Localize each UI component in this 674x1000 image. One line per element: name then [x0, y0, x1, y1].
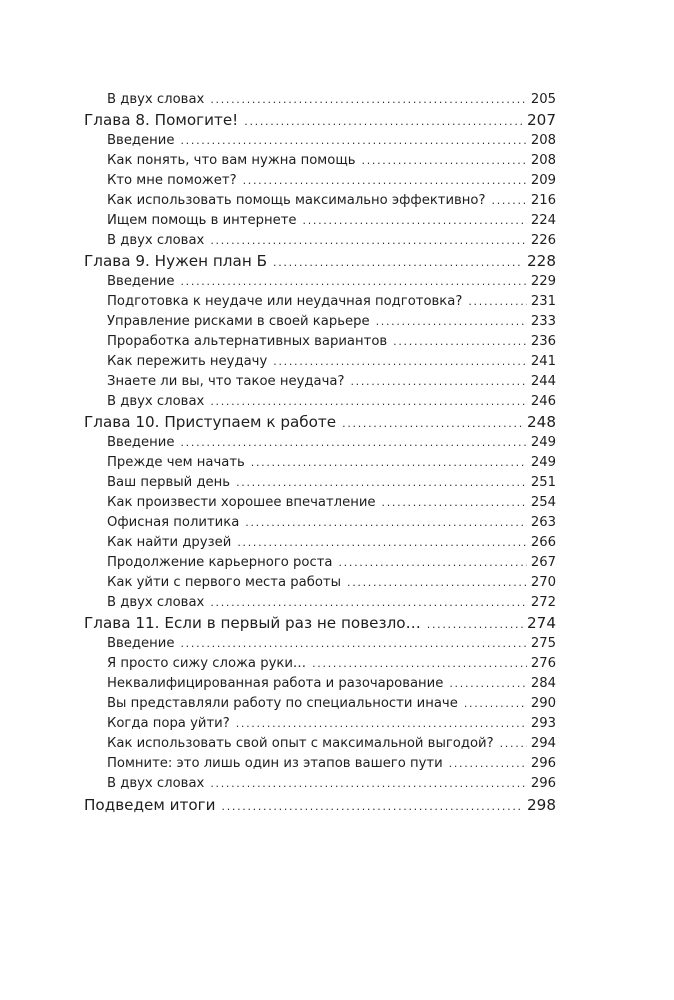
toc-entry	[107, 314, 556, 329]
toc-entry-title: В двух словах	[107, 92, 205, 107]
toc-chapter-title: Подведем итоги	[84, 796, 216, 814]
dot-leader	[382, 495, 527, 510]
dot-leader	[245, 515, 527, 530]
toc-entry-page: 251	[530, 475, 556, 490]
toc-entry-title: Ваш первый день	[107, 475, 231, 490]
toc-entry	[107, 92, 556, 107]
dot-leader	[237, 535, 527, 550]
toc-entry-page: 276	[530, 656, 556, 671]
toc-entry-title: Как использовать свой опыт с максимальной выгодой?	[107, 736, 494, 751]
toc-chapter	[84, 111, 556, 129]
toc-entry	[107, 756, 556, 771]
toc-entry	[107, 374, 556, 389]
toc-chapter	[84, 252, 556, 270]
dot-leader	[449, 756, 527, 771]
dot-leader	[180, 274, 526, 289]
toc-entry	[107, 495, 556, 510]
toc-entry-title: Помните: это лишь один из этапов вашего пути	[107, 756, 443, 771]
toc-chapter-page: 274	[527, 614, 556, 632]
toc-chapter-page: 207	[527, 111, 556, 129]
toc-entry	[107, 776, 556, 791]
toc-chapter-page: 248	[527, 413, 556, 431]
toc-entry-title: В двух словах	[107, 394, 205, 409]
dot-leader	[376, 314, 527, 329]
toc-entry-title: Я просто сижу сложа руки…	[107, 656, 307, 671]
toc-entry	[107, 636, 556, 651]
toc-entry-page: 226	[530, 233, 556, 248]
toc-entry-page: 209	[530, 173, 556, 188]
toc-entry	[107, 455, 556, 470]
dot-leader	[449, 676, 526, 691]
toc-entry	[107, 294, 556, 309]
toc-entry	[107, 233, 556, 248]
toc-entry	[107, 394, 556, 409]
toc-entry-title: Прежде чем начать	[107, 455, 245, 470]
toc-entry-page: 296	[530, 776, 556, 791]
toc-entry-page: 244	[530, 374, 556, 389]
toc-entry-page: 275	[530, 636, 556, 651]
dot-leader	[342, 413, 523, 431]
toc-entry-page: 231	[530, 294, 556, 309]
toc-entry-title: Управление рисками в своей карьере	[107, 314, 370, 329]
dot-leader	[468, 294, 526, 309]
dot-leader	[244, 111, 523, 129]
toc-entry-page: 216	[530, 193, 556, 208]
toc-entry-title: Как произвести хорошее впечатление	[107, 495, 376, 510]
toc-entry-page: 294	[530, 736, 556, 751]
toc-entry	[107, 435, 556, 450]
dot-leader	[303, 213, 527, 228]
dot-leader	[362, 153, 527, 168]
dot-leader	[251, 455, 527, 470]
toc-entry-title: Как пережить неудачу	[107, 354, 268, 369]
toc-entry	[107, 696, 556, 711]
toc-chapter-title: Глава 10. Приступаем к работе	[84, 413, 337, 431]
toc-entry	[107, 153, 556, 168]
toc-chapter-title: Глава 9. Нужен план Б	[84, 252, 267, 270]
toc-entry-title: Проработка альтернативных вариантов	[107, 334, 388, 349]
toc-entry-page: 270	[530, 575, 556, 590]
dot-leader	[338, 555, 526, 570]
toc-entry	[107, 656, 556, 671]
toc-entry-title: Введение	[107, 435, 175, 450]
toc-entry	[107, 334, 556, 349]
dot-leader	[180, 435, 526, 450]
dot-leader	[210, 233, 526, 248]
toc-entry-title: Как использовать помощь максимально эффективно?	[107, 193, 486, 208]
toc-entry-page: 229	[530, 274, 556, 289]
toc-entry-page: 296	[530, 756, 556, 771]
dot-leader	[347, 575, 527, 590]
toc-entry	[107, 555, 556, 570]
toc-chapter	[84, 796, 556, 814]
toc-entry	[107, 535, 556, 550]
toc-entry	[107, 595, 556, 610]
toc-chapter-page: 298	[527, 796, 556, 814]
toc-entry-page: 246	[530, 394, 556, 409]
toc-entry-page: 208	[530, 133, 556, 148]
toc-entry	[107, 274, 556, 289]
dot-leader	[464, 696, 527, 711]
toc-entry-title: В двух словах	[107, 776, 205, 791]
dot-leader	[350, 374, 526, 389]
toc-entry	[107, 354, 556, 369]
toc-entry-title: Ищем помощь в интернете	[107, 213, 297, 228]
toc-entry	[107, 515, 556, 530]
toc-entry-title: Как найти друзей	[107, 535, 232, 550]
toc-entry-page: 263	[530, 515, 556, 530]
toc-entry-title: Когда пора уйти?	[107, 716, 230, 731]
toc-entry-title: Знаете ли вы, что такое неудача?	[107, 374, 345, 389]
toc-entry-title: Кто мне поможет?	[107, 173, 237, 188]
toc-entry	[107, 475, 556, 490]
toc-chapter	[84, 413, 556, 431]
toc-entry	[107, 736, 556, 751]
toc-entry-page: 272	[530, 595, 556, 610]
dot-leader	[427, 614, 523, 632]
toc-entry-page: 233	[530, 314, 556, 329]
dot-leader	[210, 595, 526, 610]
toc-entry-page: 241	[530, 354, 556, 369]
dot-leader	[492, 193, 527, 208]
dot-leader	[273, 354, 527, 369]
toc-entry-page: 205	[530, 92, 556, 107]
dot-leader	[210, 92, 526, 107]
dot-leader	[236, 475, 527, 490]
toc-entry-page: 293	[530, 716, 556, 731]
toc-entry-page: 224	[530, 213, 556, 228]
dot-leader	[393, 334, 527, 349]
dot-leader	[210, 394, 526, 409]
toc-entry-title: Офисная политика	[107, 515, 240, 530]
toc-entry	[107, 213, 556, 228]
toc-entry-title: В двух словах	[107, 595, 205, 610]
toc-entry-page: 284	[530, 676, 556, 691]
toc-chapter	[84, 614, 556, 632]
toc-entry	[107, 133, 556, 148]
toc-entry-title: Подготовка к неудаче или неудачная подготовка?	[107, 294, 463, 309]
toc-entry	[107, 173, 556, 188]
toc-chapter-title: Глава 11. Если в первый раз не повезло…	[84, 614, 421, 632]
dot-leader	[180, 133, 526, 148]
toc-entry-page: 236	[530, 334, 556, 349]
toc-entry-title: Введение	[107, 274, 175, 289]
toc-entry-page: 254	[530, 495, 556, 510]
toc-entry-page: 249	[530, 455, 556, 470]
dot-leader	[312, 656, 527, 671]
dot-leader	[222, 796, 524, 814]
toc-chapter-page: 228	[527, 252, 556, 270]
dot-leader	[210, 776, 526, 791]
dot-leader	[180, 636, 526, 651]
toc-entry-page: 267	[530, 555, 556, 570]
toc-entry	[107, 676, 556, 691]
dot-leader	[500, 736, 527, 751]
toc-entry-title: Введение	[107, 133, 175, 148]
toc-entry-title: В двух словах	[107, 233, 205, 248]
toc-entry	[107, 575, 556, 590]
toc-entry-page: 208	[530, 153, 556, 168]
toc-entry-title: Введение	[107, 636, 175, 651]
toc-entry-page: 266	[530, 535, 556, 550]
toc-entry-page: 290	[530, 696, 556, 711]
toc-entry-title: Как уйти с первого места работы	[107, 575, 342, 590]
dot-leader	[243, 173, 527, 188]
dot-leader	[236, 716, 527, 731]
toc-entry	[107, 716, 556, 731]
toc-entry-title: Вы представляли работу по специальности иначе	[107, 696, 458, 711]
toc-chapter-title: Глава 8. Помогите!	[84, 111, 239, 129]
toc-entry-title: Продолжение карьерного роста	[107, 555, 333, 570]
toc-entry-page: 249	[530, 435, 556, 450]
toc-entry-title: Неквалифицированная работа и разочарование	[107, 676, 444, 691]
dot-leader	[273, 252, 523, 270]
toc-entry	[107, 193, 556, 208]
toc-entry-title: Как понять, что вам нужна помощь	[107, 153, 356, 168]
